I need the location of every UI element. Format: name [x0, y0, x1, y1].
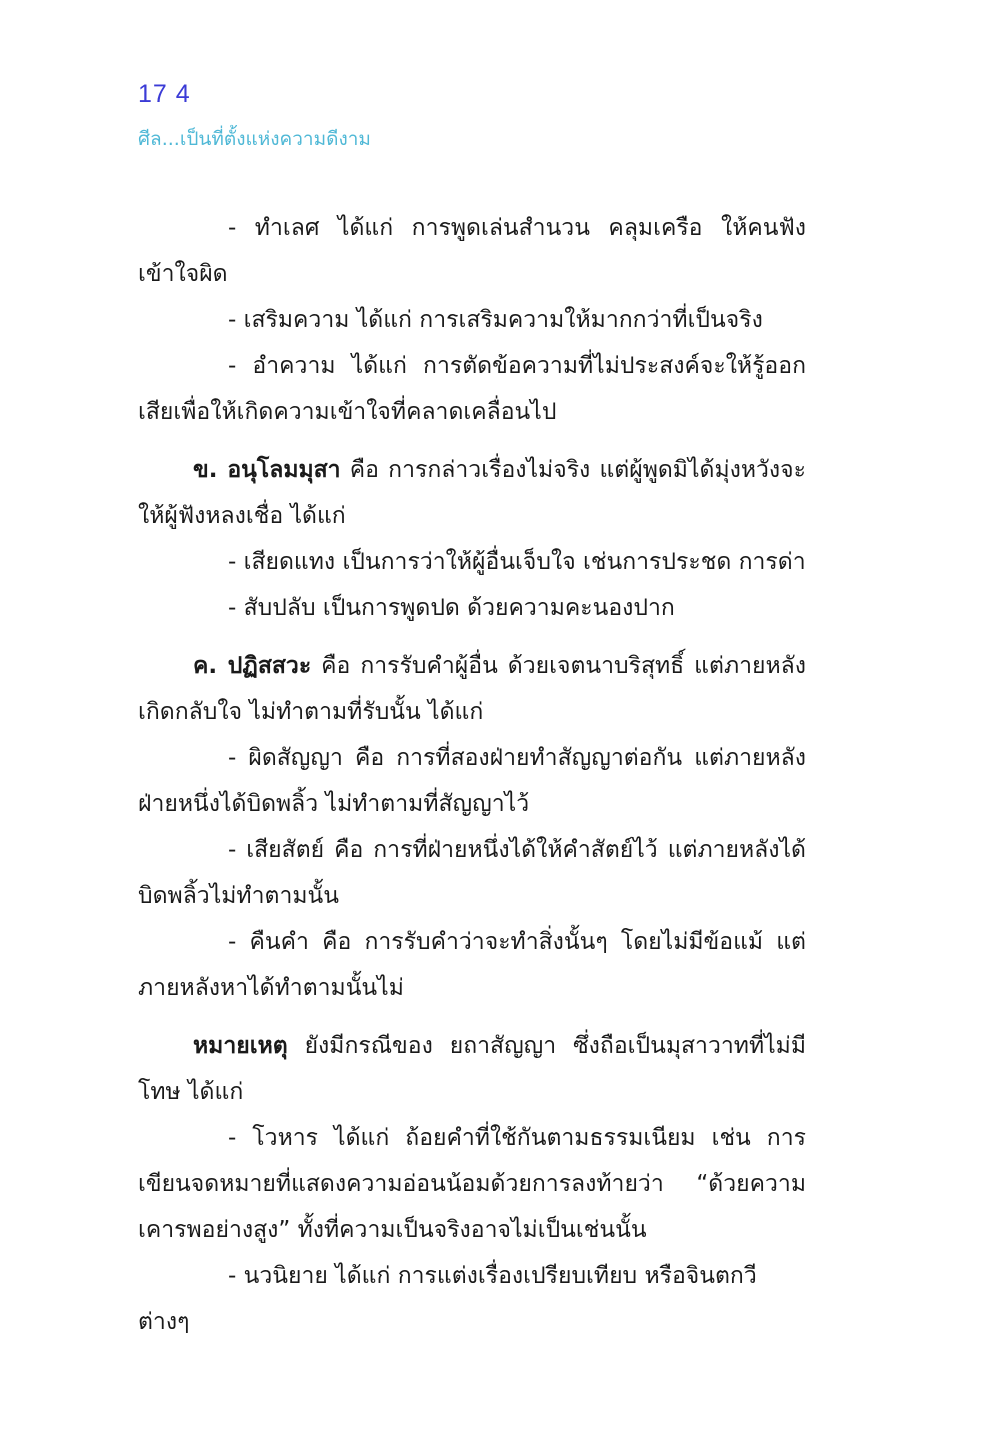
- section-text-note: ยังมีกรณีของ ยถาสัญญา ซึ่งถือเป็นมุสาวาทที่ไม่มีโทษ ได้แก่: [138, 1033, 806, 1105]
- paragraph-amkwam: - อำความ ได้แก่ การตัดข้อความที่ไม่ประสงค์จะให้รู้ออกเสียเพื่อให้เกิดความเข้าใจที่คลาดเคลื่อนไป: [138, 353, 806, 425]
- paragraph-nawaniyai: - นวนิยาย ได้แก่ การแต่งเรื่องเปรียบเทียบ หรือจินตกวีต่างๆ: [138, 1263, 757, 1335]
- page-number: 17 4: [138, 80, 191, 108]
- paragraph-siasat: - เสียสัตย์ คือ การที่ฝ่ายหนึ่งได้ให้คำสัตย์ไว้ แต่ภายหลังได้บิดพลิ้วไม่ทำตามนั้น: [138, 837, 806, 909]
- paragraph-khuenkham: - คืนคำ คือ การรับคำว่าจะทำสิ่งนั้นๆ โดยไม่มีข้อแม้ แต่ภายหลังหาได้ทำตามนั้นไม่: [138, 929, 806, 1001]
- section-heading-anulom: ข. อนุโลมมุสา: [193, 457, 341, 483]
- paragraph-siadtaeng: - เสียดแทง เป็นการว่าให้ผู้อื่นเจ็บใจ เช่นการประชด การด่า: [228, 549, 806, 575]
- document-body: [138, 205, 806, 1345]
- section-text-patissava: คือ การรับคำผู้อื่น ด้วยเจตนาบริสุทธิ์ แต่ภายหลังเกิดกลับใจ ไม่ทำตามที่รับนั้น ได้แก่: [138, 653, 806, 725]
- paragraph-wohan: - โวหาร ได้แก่ ถ้อยคำที่ใช้กันตามธรรมเนียม เช่น การเขียนจดหมายที่แสดงความอ่อนน้อมด้วยการลงท้ายว่า “ด้วยความเคารพอย่างสูง” ทั้งที่ความเป็นจริงอาจไม่เป็นเช่นนั้น: [138, 1125, 806, 1243]
- paragraph-sermkwam: - เสริมความ ได้แก่ การเสริมความให้มากกว่าที่เป็นจริง: [228, 307, 763, 333]
- running-title: ศีล...เป็นที่ตั้งแห่งความดีงาม: [138, 128, 371, 150]
- section-heading-patissava: ค. ปฏิสสวะ: [193, 653, 312, 679]
- paragraph-phidsanya: - ผิดสัญญา คือ การที่สองฝ่ายทำสัญญาต่อกัน แต่ภายหลังฝ่ายหนึ่งได้บิดพลิ้ว ไม่ทำตามที่สัญญาไว้: [138, 745, 806, 817]
- section-anulom: [138, 447, 806, 539]
- section-note: [138, 1023, 806, 1115]
- section-text-anulom: คือ การกล่าวเรื่องไม่จริง แต่ผู้พูดมิได้มุ่งหวังจะให้ผู้ฟังหลงเชื่อ ได้แก่: [138, 457, 806, 529]
- paragraph-sabplab: - สับปลับ เป็นการพูดปด ด้วยความคะนองปาก: [228, 595, 675, 621]
- section-patissava: [138, 643, 806, 735]
- paragraph-tamles: - ทำเลศ ได้แก่ การพูดเล่นสำนวน คลุมเครือ ให้คนฟังเข้าใจผิด: [138, 215, 806, 287]
- section-heading-note: หมายเหตุ: [193, 1033, 288, 1059]
